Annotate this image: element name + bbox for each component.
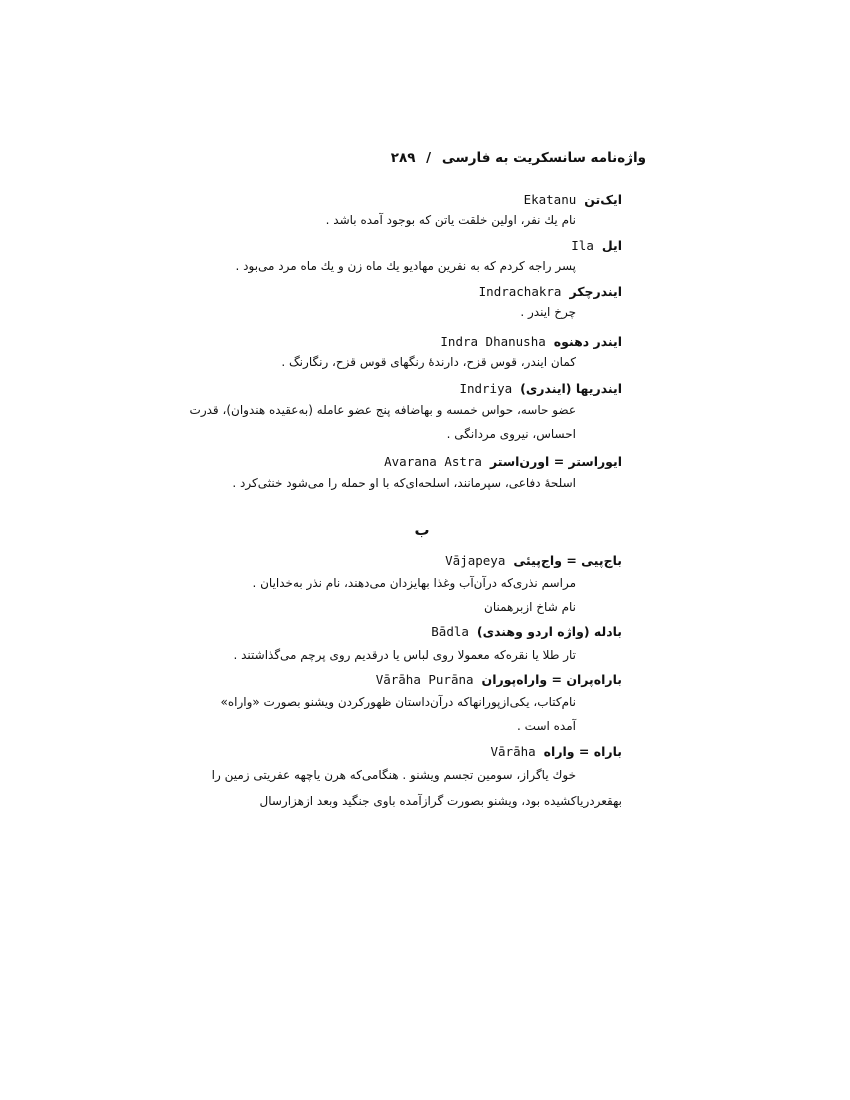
headword-latin: Vājapeya	[445, 553, 506, 568]
entry-headword	[431, 624, 622, 639]
entry-headword	[491, 744, 623, 759]
entry-definition: نام‌کتاب، یکی‌ازپورانهاکه درآن‌داستان ظهورکردن ویشنو بصورت «واراه»	[220, 695, 576, 709]
headword-persian: بادله (واژه اردو وهندی)	[476, 624, 622, 639]
book-title: واژه‌نامه سانسکریت به فارسی	[441, 150, 646, 166]
entry-headword	[445, 553, 622, 568]
headword-persian: ایک‌تن	[584, 192, 622, 207]
headword-latin: Bādla	[431, 624, 469, 639]
entry-definition: اسلحهٔ دفاعی، سپرمانند، اسلحه‌ای‌که با او حمله را می‌شود خنثی‌کرد .	[232, 476, 576, 490]
entry-definition: بهقعردریاکشیده بود، ویشنو بصورت گرازآمده باوی جنگید وبعد ازهزارسال	[259, 794, 622, 808]
headword-latin: Indriya	[459, 381, 513, 396]
entry-definition: پسر راجه کردم که به نفرین مهادیو یك ماه زن و یك ماه مرد می‌بود .	[235, 259, 576, 273]
page-number: ۲۸۹	[390, 150, 416, 166]
running-header	[228, 150, 646, 174]
entry-definition: احساس، نیروی مردانگی .	[446, 427, 576, 441]
headword-latin: Ila	[571, 238, 594, 253]
entry-definition: آمده است .	[517, 719, 576, 733]
entry-headword	[459, 381, 622, 396]
headword-persian: ایوراستر = اورن‌استر	[489, 454, 622, 469]
entry-headword	[571, 238, 622, 253]
entry-definition: کمان ایندر، قوس قزح، دارندهٔ رنگهای قوس قزح، رنگارنگ .	[281, 355, 576, 369]
entry-headword	[384, 454, 622, 469]
entry-definition: تار طلا یا نقره‌که معمولا روی لباس یا درقدیم روی پرچم می‌گذاشتند .	[233, 648, 576, 662]
headword-latin: Ekatanu	[523, 192, 577, 207]
section-letter: ب	[414, 521, 430, 539]
headword-latin: Indra Dhanusha	[440, 334, 546, 349]
header-separator: /	[426, 150, 432, 166]
entry-headword	[479, 284, 622, 299]
headword-persian: ایندریها (ایندری)	[520, 381, 622, 396]
entry-headword	[524, 192, 622, 207]
headword-persian: باراه = واراه	[543, 744, 622, 759]
headword-latin: Avarana Astra	[384, 454, 482, 469]
entry-definition: نام شاخ ازبرهمنان	[484, 600, 576, 614]
headword-persian: باراه‌پران = واراه‌پوران	[481, 672, 622, 687]
headword-persian: ایل	[601, 238, 622, 253]
headword-latin: Vārāha	[490, 744, 536, 759]
headword-latin: Vārāha Purāna	[375, 672, 474, 687]
entry-definition: عضو حاسه، حواس خمسه و بهاضافه پنج عضو عامله (به‌عقیده هندوان)، قدرت	[189, 403, 576, 417]
headword-persian: ایندرچکر	[569, 284, 622, 299]
entry-definition: نام یك نفر، اولین خلقت یاتن که بوجود آمده باشد .	[325, 213, 576, 227]
entry-definition: مراسم نذری‌که درآن‌آب وغذا بهایزدان می‌دهند، نام نذر به‌خدایان .	[252, 576, 576, 590]
headword-persian: باج‌پیی = واج‌پیئی	[513, 553, 622, 568]
entry-definition: چرخ ایندر .	[520, 305, 576, 319]
entry-headword	[440, 334, 622, 349]
headword-latin: Indrachakra	[478, 284, 562, 299]
entry-headword	[376, 672, 622, 687]
headword-persian: ایندر دهنوه	[553, 334, 622, 349]
entry-definition: خوك یاگراز، سومین تجسم ویشنو . هنگامی‌که هرن یاچهه عفریتی زمین را	[211, 768, 576, 782]
